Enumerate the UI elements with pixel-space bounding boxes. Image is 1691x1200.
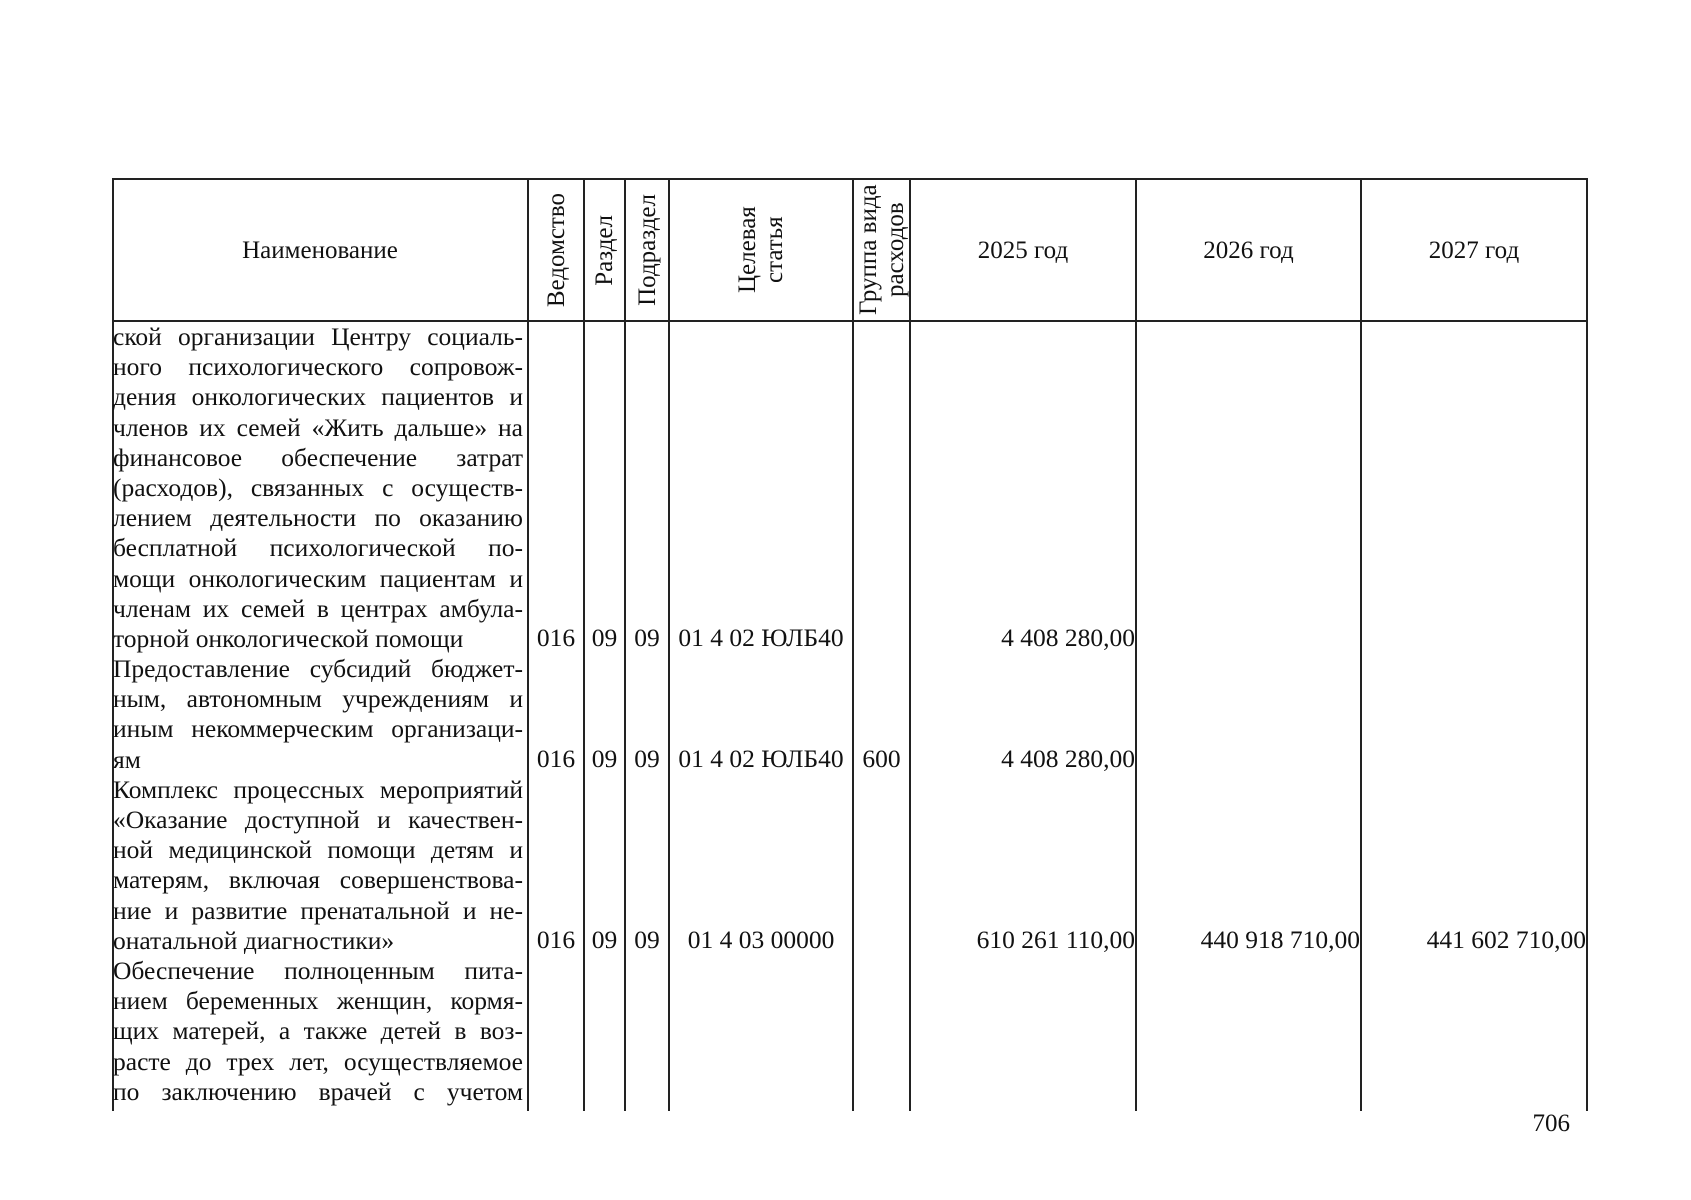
name-line: членов их семей «Жить дальше» на [113,412,523,442]
header-vedomstvo: Ведомство [542,192,570,308]
name-line: «Оказание доступной и качествен- [113,805,523,834]
row2-vedomstvo: 016 [536,744,576,773]
header-gruppa: Группа вида расходов [854,184,909,316]
header-2027: 2027 год [1428,236,1520,264]
name-line: иным некоммерческим организаци- [113,714,523,744]
row1-razdel: 09 [591,623,618,652]
name-line: матерям, включая совершенствова- [113,865,523,895]
header-2026: 2026 год [1203,236,1294,264]
row3-razdel: 09 [591,925,618,954]
name-line: финансовое обеспечение затрат [113,442,523,472]
row3-podrazdel: 09 [634,925,660,954]
row3-2027: 441 602 710,00 [1426,925,1586,954]
row1-celevaya: 01 4 02 ЮЛБ40 [678,623,844,652]
name-line: ям [113,744,141,774]
header-razdel-cell [585,180,624,320]
row3-celevaya: 01 4 03 00000 [687,925,835,954]
name-line: ние и развитие пренатальной и не- [113,895,523,925]
row2-podrazdel: 09 [634,744,660,773]
name-line: бесплатной психологической по- [113,533,523,563]
header-celevaya-cell [670,180,852,320]
page-number: 706 [1532,1110,1570,1137]
name-line: Обеспечение полноценным пита- [113,955,523,985]
col-border-right [1586,178,1588,1111]
row1-vedomstvo: 016 [536,623,576,652]
header-celevaya: Целевая статья [734,206,788,294]
name-line: торной онкологической помощи [113,623,464,653]
row1-podrazdel: 09 [634,623,660,652]
name-line: ной медицинской помощи детям и [113,835,523,865]
name-line: ской организации Центру социаль- [113,322,523,351]
header-2025: 2025 год [977,236,1069,264]
header-gruppa-cell [854,180,909,320]
name-line: онатальной диагностики» [113,925,395,955]
header-name: Наименование [242,236,398,264]
header-podrazdel: Подраздел [633,194,661,306]
row2-razdel: 09 [591,744,618,773]
name-line: нием беременных женщин, кормя- [113,986,523,1016]
row3-2026: 440 918 710,00 [1200,925,1360,954]
name-line: Комплекс процессных мероприятий [113,774,523,804]
name-line: дения онкологических пациентов и [113,382,523,412]
name-line: мощи онкологическим пациентам и [113,563,523,593]
header-razdel: Раздел [591,214,618,286]
row2-2025: 4 408 280,00 [1001,744,1135,773]
name-column [113,322,523,1107]
name-line: (расходов), связанных с осуществ- [113,472,523,502]
name-line: ным, автономным учреждениям и [113,684,523,714]
name-line: членам их семей в центрах амбула- [113,593,523,623]
name-line: Предоставление субсидий бюджет- [113,654,523,684]
row3-vedomstvo: 016 [536,925,576,954]
header-podrazdel-cell [626,180,668,320]
name-line: лением деятельности по оказанию [113,503,523,533]
row1-2025: 4 408 280,00 [1001,623,1135,652]
name-line: щих матерей, а также детей в воз- [113,1016,523,1046]
name-line: ного психологического сопровож- [113,352,523,382]
name-line: по заключению врачей с учетом [113,1076,523,1106]
row3-2025: 610 261 110,00 [976,925,1135,954]
name-line: расте до трех лет, осуществляемое [113,1046,523,1076]
header-vedomstvo-cell [529,180,583,320]
row2-celevaya: 01 4 02 ЮЛБ40 [678,744,844,773]
row2-gruppa: 600 [862,744,901,773]
